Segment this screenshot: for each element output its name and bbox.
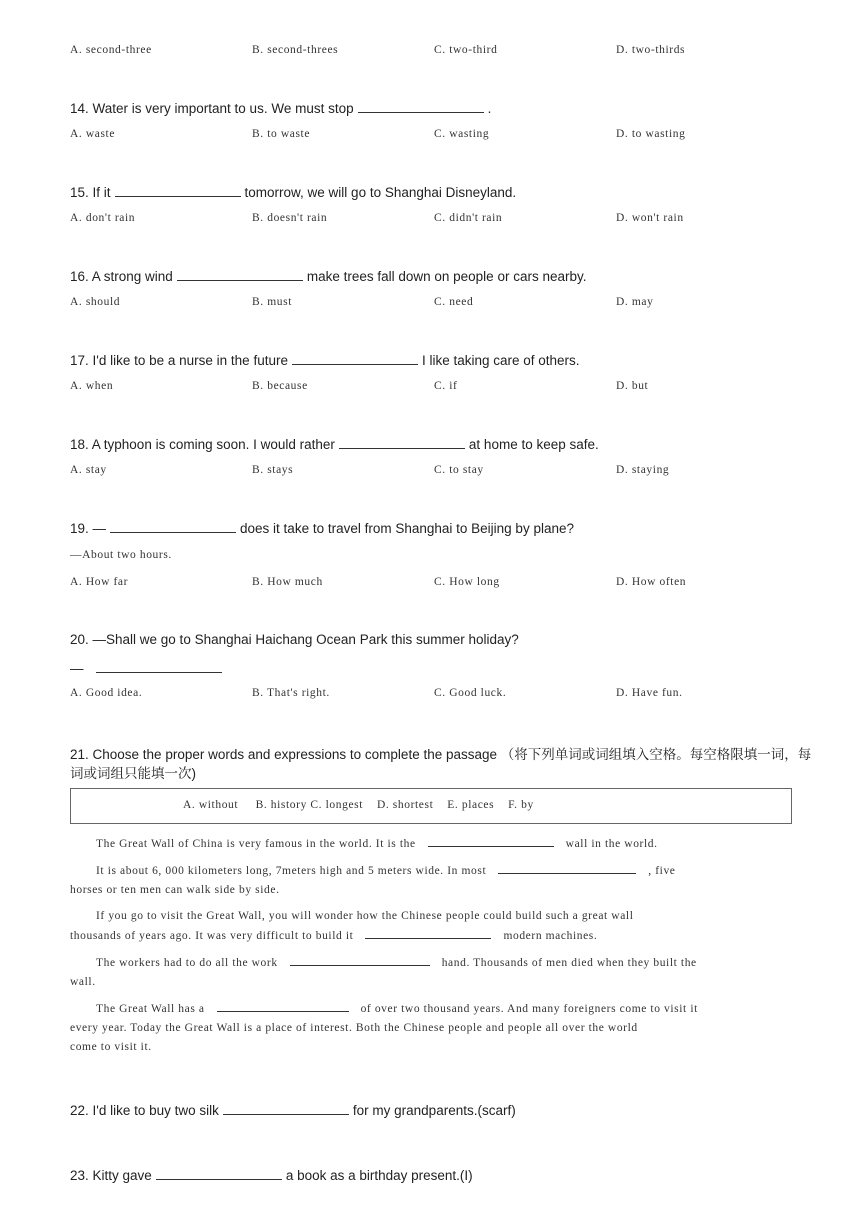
passage-blank-5[interactable] — [217, 999, 349, 1012]
passage-paragraph-5: The Great Wall has a of over two thousand years. And many foreigners come to visit it every year. Today the Great Wall is a place of interest. Both the Chinese people and people all over the world come to visit it. — [70, 999, 798, 1057]
q16-options — [70, 296, 830, 312]
q22-blank[interactable] — [223, 1102, 349, 1115]
q14-option-c[interactable]: C. wasting — [434, 128, 490, 140]
q19-options — [70, 576, 830, 592]
passage-paragraph-3: If you go to visit the Great Wall, you will wonder how the Chinese people could build such a great wall thousands of years ago. It was very difficult to build it modern machines. — [70, 910, 634, 942]
passage-paragraph-4: The workers had to do all the work hand. Thousands of men died when they built the wall. — [70, 953, 798, 992]
q19-option-c[interactable]: C. How long — [434, 576, 500, 588]
q20-option-c[interactable]: C. Good luck. — [434, 687, 507, 699]
q18-options — [70, 464, 830, 480]
q15-option-c[interactable]: C. didn't rain — [434, 212, 503, 224]
passage-paragraph-2: It is about 6, 000 kilometers long, 7meters high and 5 meters wide. In most , five horses or ten men can walk side by side. — [70, 861, 798, 900]
q17-options — [70, 380, 830, 396]
q19-option-b[interactable]: B. How much — [252, 576, 323, 588]
q17-option-b[interactable]: B. because — [252, 380, 308, 392]
q20-blank[interactable] — [96, 660, 222, 673]
q18-option-d[interactable]: D. staying — [616, 464, 670, 476]
q16-stem: 16. A strong wind make trees fall down on people or cars nearby. — [70, 269, 587, 284]
q23-stem: 23. Kitty gave a book as a birthday present.(I) — [70, 1168, 473, 1183]
q14-options — [70, 128, 830, 144]
q18-option-c[interactable]: C. to stay — [434, 464, 484, 476]
q15-stem: 15. If it tomorrow, we will go to Shanghai Disneyland. — [70, 185, 517, 200]
q18-option-a[interactable]: A. stay — [70, 464, 107, 476]
q16-option-b[interactable]: B. must — [252, 296, 292, 308]
q13-option-c[interactable]: C. two-third — [434, 44, 498, 56]
q15-blank[interactable] — [115, 184, 241, 197]
passage-blank-4[interactable] — [290, 953, 430, 966]
q14-stem: 14. Water is very important to us. We must stop . — [70, 101, 492, 116]
q23-blank[interactable] — [156, 1167, 282, 1180]
q16-option-c[interactable]: C. need — [434, 296, 474, 308]
q15-options — [70, 212, 830, 228]
q20-options — [70, 687, 830, 703]
q16-option-a[interactable]: A. should — [70, 296, 121, 308]
q18-stem: 18. A typhoon is coming soon. I would rather at home to keep safe. — [70, 437, 599, 452]
passage-paragraph-1: The Great Wall of China is very famous in the world. It is the wall in the world. — [70, 834, 798, 854]
q14-option-b[interactable]: B. to waste — [252, 128, 311, 140]
q20-stem: 20. —Shall we go to Shanghai Haichang Ocean Park this summer holiday? — [70, 632, 519, 647]
q13-option-a[interactable]: A. second-three — [70, 44, 152, 56]
q20-option-a[interactable]: A. Good idea. — [70, 687, 143, 699]
q17-option-a[interactable]: A. when — [70, 380, 114, 392]
word-bank: A. without B. history C. longest D. shortest E. places F. by — [183, 799, 534, 811]
q21-instruction-line1: 21. Choose the proper words and expressions to complete the passage （将下列单词或词组填入空格。每空格限填一词，每 — [70, 747, 812, 762]
q18-blank[interactable] — [339, 436, 465, 449]
q15-option-b[interactable]: B. doesn't rain — [252, 212, 328, 224]
q15-option-d[interactable]: D. won't rain — [616, 212, 684, 224]
q20-option-d[interactable]: D. Have fun. — [616, 687, 683, 699]
q17-stem: 17. I'd like to be a nurse in the future I like taking care of others. — [70, 353, 580, 368]
q21-instruction-line2: 词或词组只能填一次) — [70, 766, 196, 781]
q22-stem: 22. I'd like to buy two silk for my grandparents.(scarf) — [70, 1103, 516, 1118]
q14-option-d[interactable]: D. to wasting — [616, 128, 686, 140]
q19-option-d[interactable]: D. How often — [616, 576, 687, 588]
q19-option-a[interactable]: A. How far — [70, 576, 129, 588]
q17-option-d[interactable]: D. but — [616, 380, 649, 392]
passage-blank-3[interactable] — [365, 926, 491, 939]
passage-blank-2[interactable] — [498, 861, 636, 874]
q14-blank[interactable] — [358, 100, 484, 113]
word-bank-box — [70, 788, 792, 824]
q19-blank[interactable] — [110, 520, 236, 533]
q14-option-a[interactable]: A. waste — [70, 128, 116, 140]
q19-reply: —About two hours. — [70, 549, 172, 561]
q18-option-b[interactable]: B. stays — [252, 464, 294, 476]
passage-blank-1[interactable] — [428, 834, 554, 847]
q15-option-a[interactable]: A. don't rain — [70, 212, 136, 224]
q17-option-c[interactable]: C. if — [434, 380, 458, 392]
q13-options — [70, 44, 830, 60]
q17-blank[interactable] — [292, 352, 418, 365]
q20-reply: — — [70, 660, 226, 676]
q19-stem: 19. — does it take to travel from Shanghai to Beijing by plane? — [70, 521, 574, 536]
q13-option-b[interactable]: B. second-threes — [252, 44, 339, 56]
q16-option-d[interactable]: D. may — [616, 296, 654, 308]
q20-option-b[interactable]: B. That's right. — [252, 687, 330, 699]
q13-option-d[interactable]: D. two-thirds — [616, 44, 686, 56]
q16-blank[interactable] — [177, 268, 303, 281]
